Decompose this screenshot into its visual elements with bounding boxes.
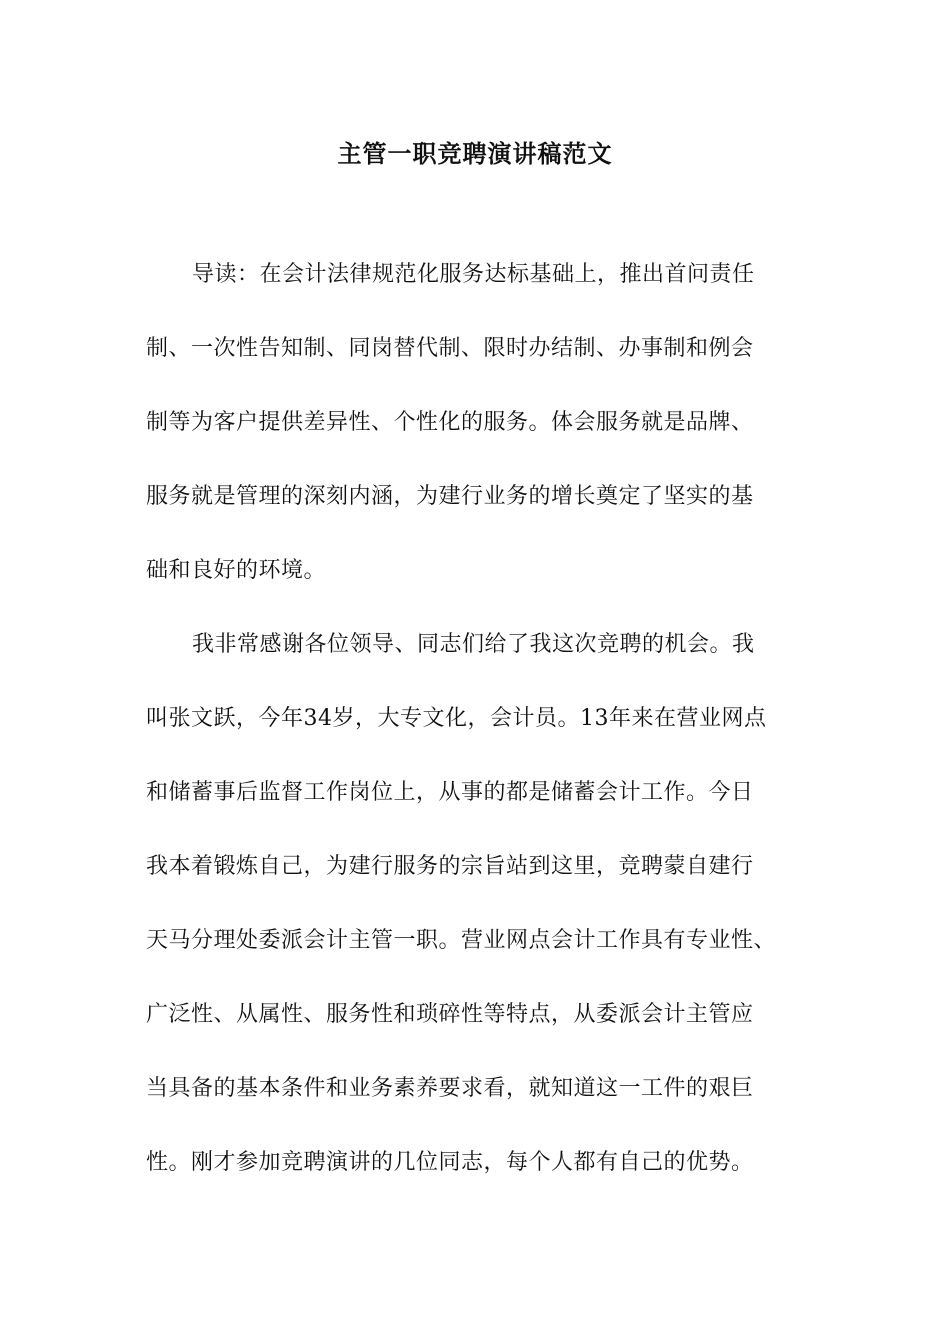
paragraph-line: 础和良好的环境。 (146, 558, 327, 583)
paragraph-line: 我本着锻炼自己，为建行服务的宗旨站到这里，竞聘蒙自建行 (146, 854, 754, 879)
document-title: 主管一职竞聘演讲稿范文 (337, 139, 613, 168)
paragraph-line: 和储蓄事后监督工作岗位上，从事的都是储蓄会计工作。今日 (146, 780, 754, 805)
paragraph-line: 服务就是管理的深刻内涵，为建行业务的增长奠定了坚实的基 (146, 484, 754, 509)
paragraph-line: 性。刚才参加竞聘演讲的几位同志，每个人都有自己的优势。 (146, 1150, 754, 1175)
paragraph-line: 我非常感谢各位领导、同志们给了我这次竞聘的机会。我 (192, 632, 755, 657)
paragraph-line: 导读：在会计法律规范化服务达标基础上，推出首问责任 (192, 262, 755, 287)
paragraph-line: 制、一次性告知制、同岗替代制、限时办结制、办事制和例会 (146, 336, 754, 361)
paragraph-line: 叫张文跃，今年34岁，大专文化，会计员。13年来在营业网点 (146, 706, 767, 731)
paragraph-line: 广泛性、从属性、服务性和琐碎性等特点，从委派会计主管应 (146, 1002, 754, 1027)
paragraph-line: 当具备的基本条件和业务素养要求看，就知道这一工件的艰巨 (146, 1076, 754, 1101)
document-body (146, 255, 806, 1217)
paragraph-line: 天马分理处委派会计主管一职。营业网点会计工作具有专业性、 (146, 928, 777, 953)
paragraph-line: 制等为客户提供差异性、个性化的服务。体会服务就是品牌、 (146, 410, 754, 435)
